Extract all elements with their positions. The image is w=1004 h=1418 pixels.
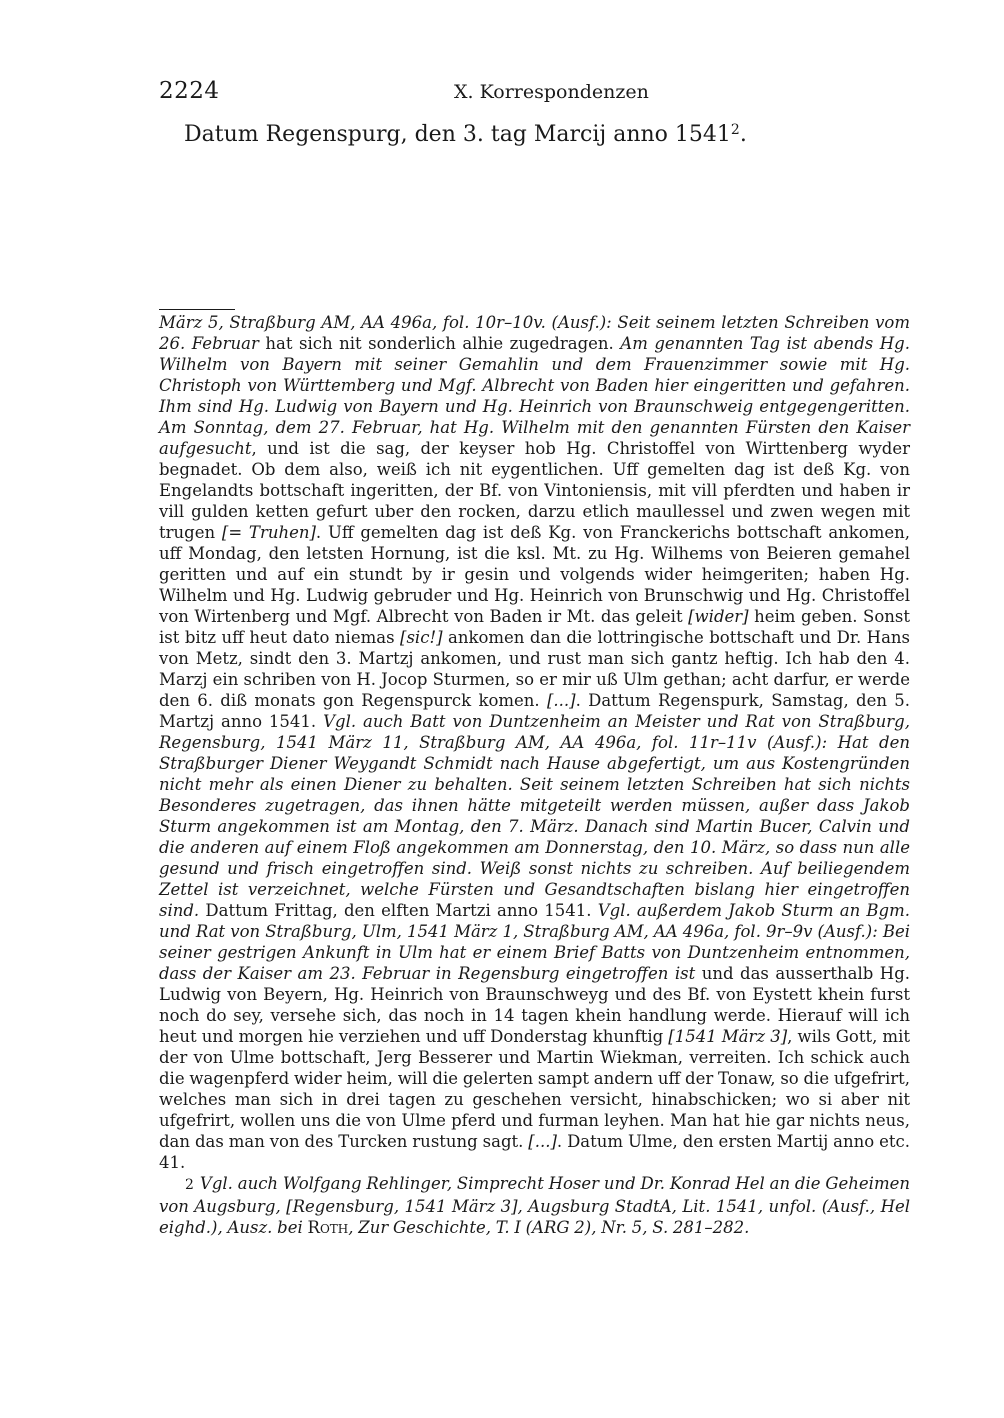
footnote-1-run: hat sich nit sonderlich alhie zugedragen. [258, 334, 621, 353]
footnote-1-run: Vgl. auch Batt von Duntzenheim an Meister und Rat von Straßburg, Regensburg, 1541 März 11, Straßburg AM, AA 496a, fol. 11r–11v (Ausf.): Hat den Straßburger Diener Weygandt Schmidt nach Hause abgefertigt, um aus Kostengründen nicht mehr als einen Diener zu behalten. Seit seinem letzten Schreiben hat sich nichts Besonderes zugetragen, das ihnen hätte mitgeteilt werden müssen, außer dass Jakob Sturm angekommen ist am Montag, den 7. März. Danach sind Martin Bucer, Calvin und die anderen auf einem Floß angekommen am Donnerstag, den 10. März, so dass nun alle gesund und frisch eingetroffen sind. Weiß sonst nichts zu schreiben. Auf beiliegendem Zettel ist verzeichnet, welche Fürsten und Gesandtschaften bislang hier eingetroffen sind. [159, 712, 910, 920]
footnote-1-run: Am genannten Tag ist abends Hg. Wilhelm von Bayern mit seiner Gemahlin und dem Frauenzimmer sowie mit Hg. Christoph von Württemberg und Mgf. Albrecht von Baden hier eingeritten und gefahren. Ihm sind Hg. Ludwig von Bayern und Hg. Heinrich von Braunschweig entgegengeritten. Am Sonntag, dem 27. Februar, hat Hg. Wilhelm mit den genannten Fürsten den Kaiser aufgesucht [159, 334, 910, 458]
footnote-2-run: , Zur Geschichte, T. I (ARG 2), Nr. 5, S. 281–282. [348, 1218, 750, 1237]
footnote-1-run: . Uff gemelten dag ist deß Kg. von Franckerichs bottschaft ankomen, uff Mondag, den letsten Hornung, ist die ksl. Mt. zu Hg. Wilhems von Beieren gemahel geritten und auf ein stundt by ir gesin und volgends wider heimgeriten; haben Hg. Wilhelm und Hg. Ludwig gebruder und Hg. Heinrich von Brunschwig und Hg. Christoffel von Wirtenberg und Mgf. Albrecht von Baden ir Mt. das geleit [159, 523, 911, 626]
footnote-1-continued [159, 312, 910, 1173]
footnote-1-run: und das ausserthalb Hg. Ludwig von Beyern, Hg. Heinrich von Braunschweyg und des Bf. von Eystett khein furst noch do sey, versehe sich, das noch in 14 tagen khein handlung werde. Hierauf will ich heut und morgen hie verziehen und uff Donderstag khunftig [159, 964, 910, 1046]
footnote-1-run: März 5, Straßburg AM, AA 496a, fol. 10r–10v. (Ausf.): Seit seinem letzten Schreiben vom 26. Februar [159, 313, 910, 353]
footnote-1-run: Dattum Frittag, den elften Martzi anno 1541. [199, 901, 598, 920]
footnote-1-run: ankomen dan die lottringische bottschaft und Dr. Hans von Metz, sindt den 3. Martzj ankomen, und rust man sich gantz heftig. Ich hab den 4. Marzj ein schriben von H. Jocop Sturmen, so er mir uß Ulm gethan; acht darfur, er werde den 6. diß monats gon Regenspurck komen. [159, 628, 910, 710]
footnote-1-run: [= Truhen] [221, 523, 316, 542]
page-number: 2224 [159, 78, 220, 104]
footnotes [159, 312, 910, 1238]
running-head: X. Korrespondenzen [454, 81, 649, 103]
closing-line-text: Datum Regenspurg, den 3. tag Marcij anno 1541 [184, 122, 731, 147]
closing-line-end: . [739, 122, 747, 147]
footnote-1-run: [sic!] [400, 628, 443, 647]
footnote-1-run: heim geben. Sonst ist bitz uff heut dato niemas [159, 607, 910, 647]
footnote-rule [159, 309, 235, 310]
footnote-1-run: Vgl. außerdem Jakob Sturm an Bgm. und Rat von Straßburg, Ulm, 1541 März 1, Straßburg AM, AA 496a, fol. 9r–9v (Ausf.): Bei seiner gestrigen Ankunft in Ulm hat er einem Brief Batts von Duntzenheim entnommen, dass der Kaiser am 23. Februar in Regensburg eingetroffen ist [159, 901, 910, 983]
footnote-2-run: Roth [307, 1218, 349, 1237]
footnote-1-run: , und ist die sag, der keyser hob Hg. Christoffel von Wirttenberg wyder begnadet. Ob dem also, weiß ich nit eygentlichen. Uff gemelten dag ist deß Kg. von Engelandts bottschaft ingeritten, der Bf. von Vintoniensis, mit vill pferdten und haben ir vill gulden ketten gefurt uber den rocken, darzu etlich maullessel und zwen wegen mit trugen [159, 439, 910, 542]
footnote-1-run: . Datum Ulme, den ersten Martij anno etc. 41. [159, 1132, 910, 1172]
footnote-2 [159, 1173, 910, 1238]
footnote-1-run: [...] [528, 1132, 557, 1151]
closing-line [184, 122, 747, 147]
footnote-1-run: [1541 März 3] [668, 1027, 788, 1046]
footnote-1-run: . Dattum Regenspurk, Samstag, den 5. Martzj anno 1541. [159, 691, 910, 731]
footnote-2-run: Vgl. auch Wolfgang Rehlinger, Simprecht Hoser und Dr. Konrad Hel an die Geheimen von Augsburg, [Regensburg, 1541 März 3], Augsburg StadtA, Lit. 1541, unfol. (Ausf., Hel eighd.), Ausz. bei [159, 1174, 910, 1237]
footnote-1-run: [wider] [688, 607, 749, 626]
footnote-1-run: , wils Gott, mit der von Ulme bottschaft, Jerg Besserer und Martin Wiekman, verreiten. Ich schick auch die wagenpferd wider heim, will die gelerten sampt andern uff der Tonaw, so die ufgefrirt, welches man sich in drei tagen zu geschehen versicht, hinabschicken; wo si aber nit ufgefrirt, wollen uns die von Ulme pferd und furman leyhen. Man hat hie gar nichts neus, dan das man von des Turcken rustung sagt. [159, 1027, 910, 1151]
footnote-2-mark: 2 [185, 1177, 194, 1193]
footnote-ref-2: 2 [730, 122, 740, 138]
footnote-1-run: [...] [546, 691, 576, 710]
